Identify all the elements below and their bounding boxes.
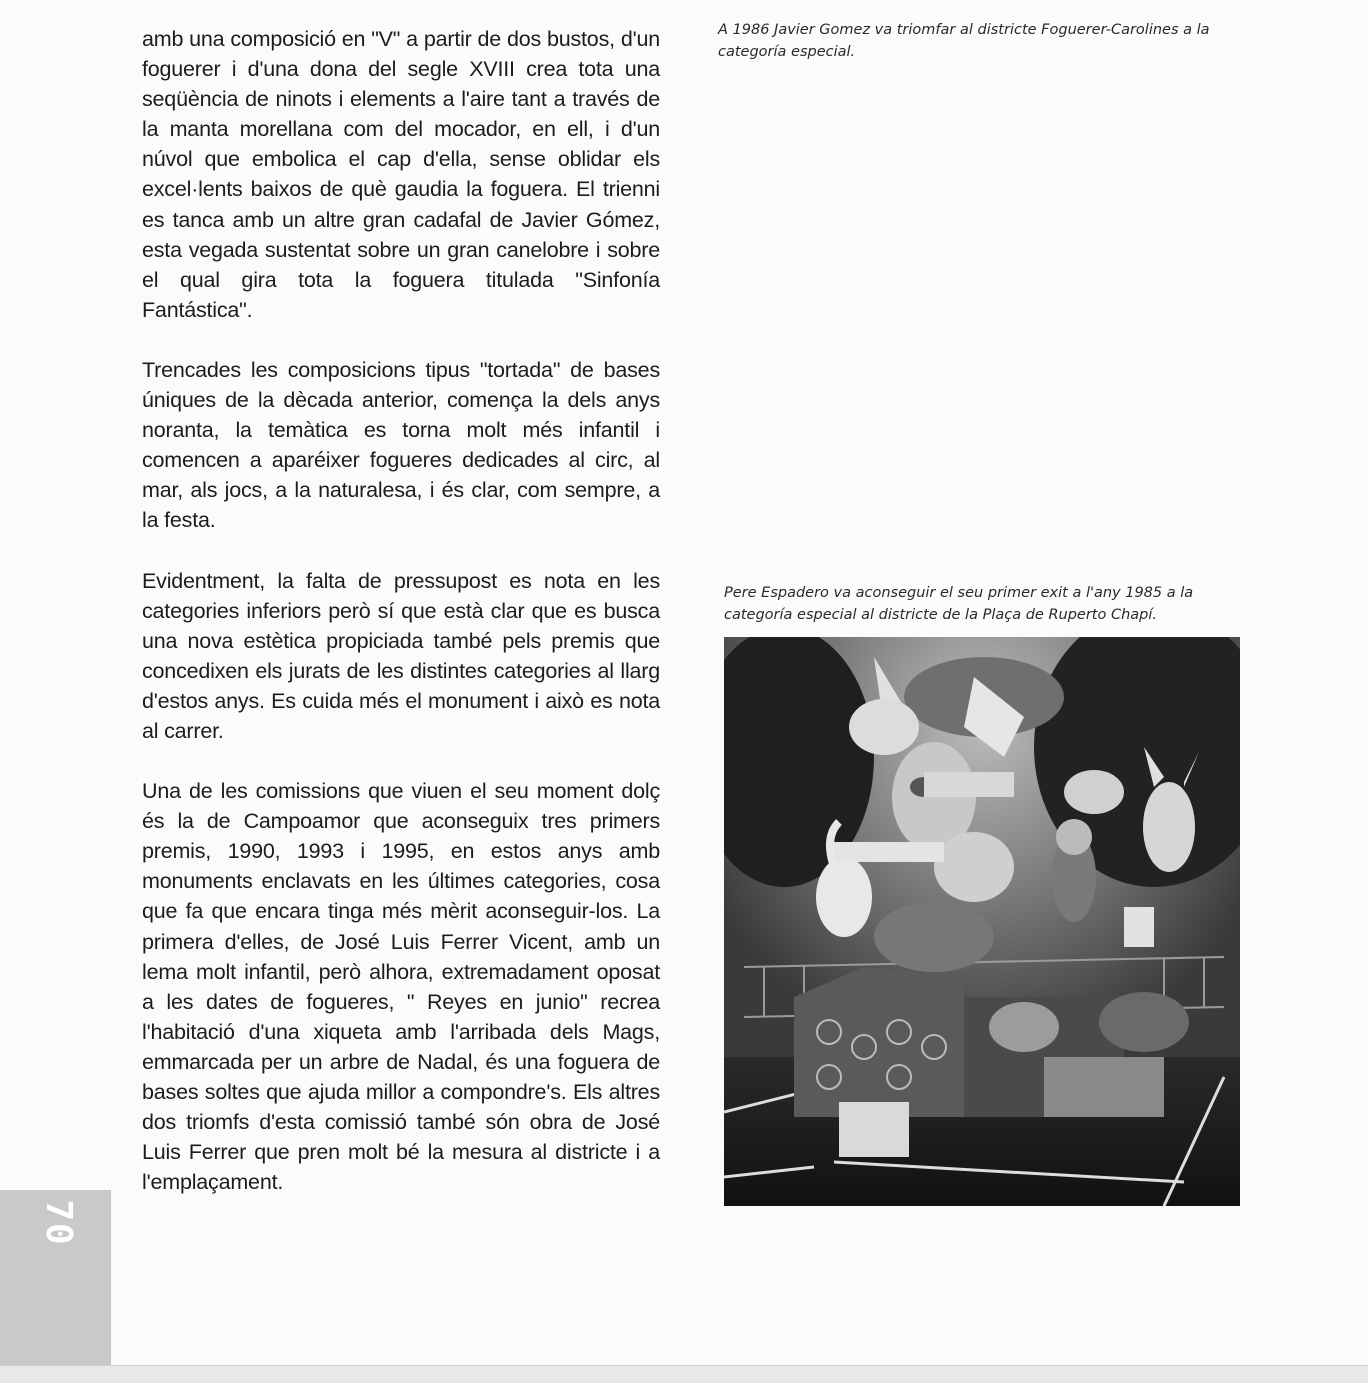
page-bottom-edge — [0, 1365, 1368, 1383]
page-number: 70 — [38, 1199, 80, 1247]
paragraph-1: amb una composició en "V" a partir de dos bustos, d'un foguerer i d'una dona del segle XVIII crea tota una seqüència de ninots i elements a l'aire tant a través de la manta morellana com del mocador, en ell, i d'un núvol que embolica el cap d'ella, sense oblidar els excel·lents baixos de què gaudia la foguera. El trienni es tanca amb un altre gran cadafal de Javier Gómez, esta vegada sustentat sobre un gran canelobre i sobre el qual gira tota la foguera titulada "Sinfonía Fantástica". — [142, 27, 660, 322]
caption-top: A 1986 Javier Gomez va triomfar al districte Foguerer-Carolines a la categoría especial. — [718, 22, 1210, 60]
caption-bottom: Pere Espadero va aconseguir el seu primer exit a l'any 1985 a la categoría especial al districte de la Plaça de Ruperto Chapí. — [724, 585, 1194, 623]
hoguera-photo — [724, 637, 1240, 1206]
photo-illustration — [724, 637, 1240, 1206]
paragraph-3: Evidentment, la falta de pressupost es nota en les categories inferiors però sí que està clar que es busca una nova estètica propiciada també pels premis que concedixen els jurats de les distintes categories al llarg d'estos anys. Es cuida més el monument i això es nota al carrer. — [142, 568, 660, 743]
paragraph-2: Trencades les composicions tipus "tortada" de bases úniques de la dècada anterior, comença la dels anys noranta, la temàtica es torna molt més infantil i comencen a aparéixer fogueres dedicades al circ, al mar, als jocs, a la naturalesa, i és clar, com sempre, a la festa. — [142, 357, 660, 533]
paragraph-4: Una de les comissions que viuen el seu moment dolç és la de Campoamor que aconseguix tres primers premis, 1990, 1993 i 1995, en estos anys amb monuments enclavats en les últimes categories, cosa que fa que encara tinga més mèrit aconseguir-los. La primera d'elles, de José Luis Ferrer Vicent, amb un lema molt infantil, però alhora, extremadament oposat a les dates de fogueres, " Reyes en junio" recrea l'habitació d'una xiqueta amb l'arribada dels Mags, emmarcada per un arbre de Nadal, és una foguera de bases soltes que ajuda millor a compondre's. Els altres dos triomfs d'esta comissió també són obra de José Luis Ferrer que pren molt bé la mesura al districte i a l'emplaçament. — [142, 779, 660, 1195]
body-text-column — [142, 24, 660, 1227]
